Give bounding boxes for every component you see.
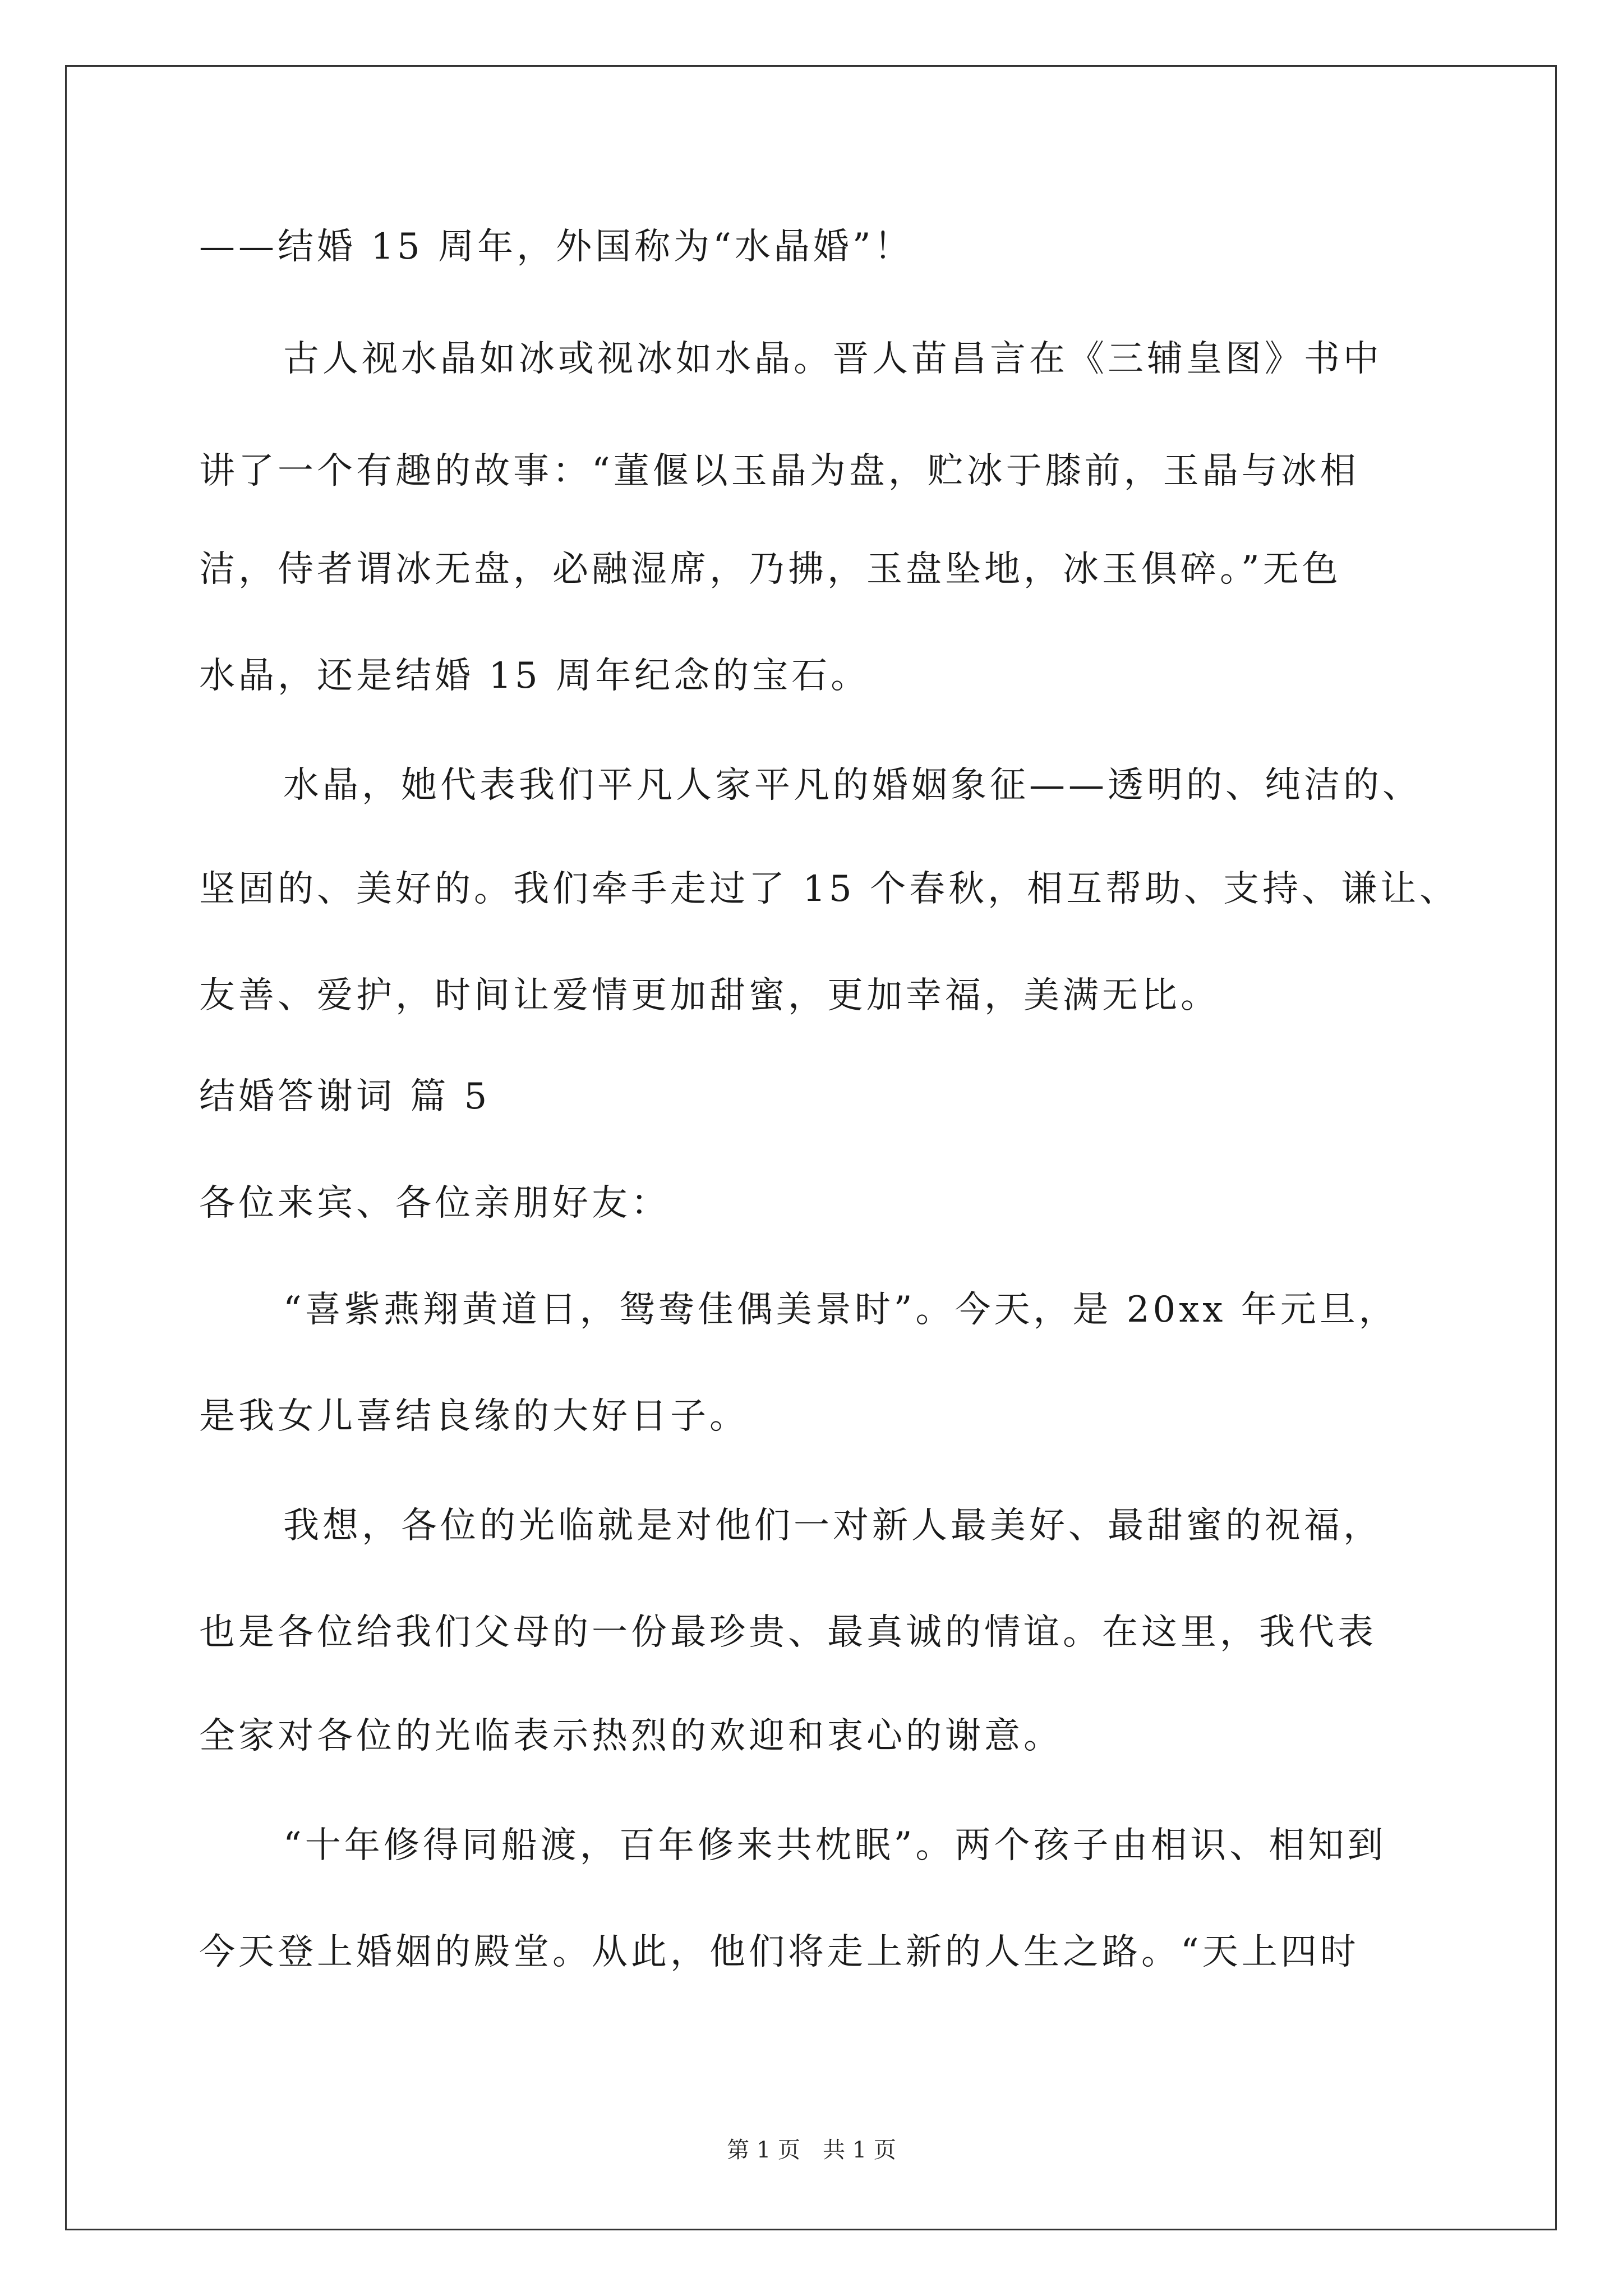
text-line: 今天登上婚姻的殿堂。从此，他们将走上新的人生之路。“天上四时 — [199, 1931, 1359, 1973]
text-line: ——结婚 15 周年，外国称为“水晶婚”！ — [199, 226, 914, 268]
text-line: 我想，各位的光临就是对他们一对新人最美好、最甜蜜的祝福， — [283, 1505, 1382, 1547]
section-heading: 结婚答谢词 篇 5 — [199, 1076, 491, 1117]
text-line: “喜紫燕翔黄道日，鸳鸯佳偶美景时”。今天，是 20xx 年元旦， — [283, 1289, 1398, 1331]
text-line: 全家对各位的光临表示热烈的欢迎和衷心的谢意。 — [199, 1715, 1063, 1757]
text-line: 友善、爱护，时间让爱情更加甜蜜，更加幸福，美满无比。 — [199, 975, 1220, 1016]
page-footer: 第 1 页 共 1 页 — [727, 2137, 896, 2163]
text-line: 水晶，还是结婚 15 周年纪念的宝石。 — [199, 655, 870, 697]
text-line: 讲了一个有趣的故事：“董偃以玉晶为盘，贮冰于膝前，玉晶与冰相 — [199, 450, 1359, 492]
text-line: 水晶，她代表我们平凡人家平凡的婚姻象征——透明的、纯洁的、 — [283, 765, 1422, 806]
text-line: 古人视水晶如冰或视冰如水晶。晋人苗昌言在《三辅皇图》书中 — [283, 338, 1382, 380]
text-line: 坚固的、美好的。我们牵手走过了 15 个春秋，相互帮助、支持、谦让、 — [199, 868, 1459, 910]
text-line: 是我女儿喜结良缘的大好日子。 — [199, 1396, 749, 1437]
text-line: 各位来宾、各位亲朋好友： — [199, 1182, 670, 1224]
text-line: 洁，侍者谓冰无盘，必融湿席，乃拂，玉盘坠地，冰玉俱碎。”无色 — [199, 549, 1341, 590]
page-border — [65, 65, 1557, 2230]
text-line: 也是各位给我们父母的一份最珍贵、最真诚的情谊。在这里，我代表 — [199, 1612, 1377, 1653]
text-line: “十年修得同船渡，百年修来共枕眠”。两个孩子由相识、相知到 — [283, 1825, 1387, 1866]
